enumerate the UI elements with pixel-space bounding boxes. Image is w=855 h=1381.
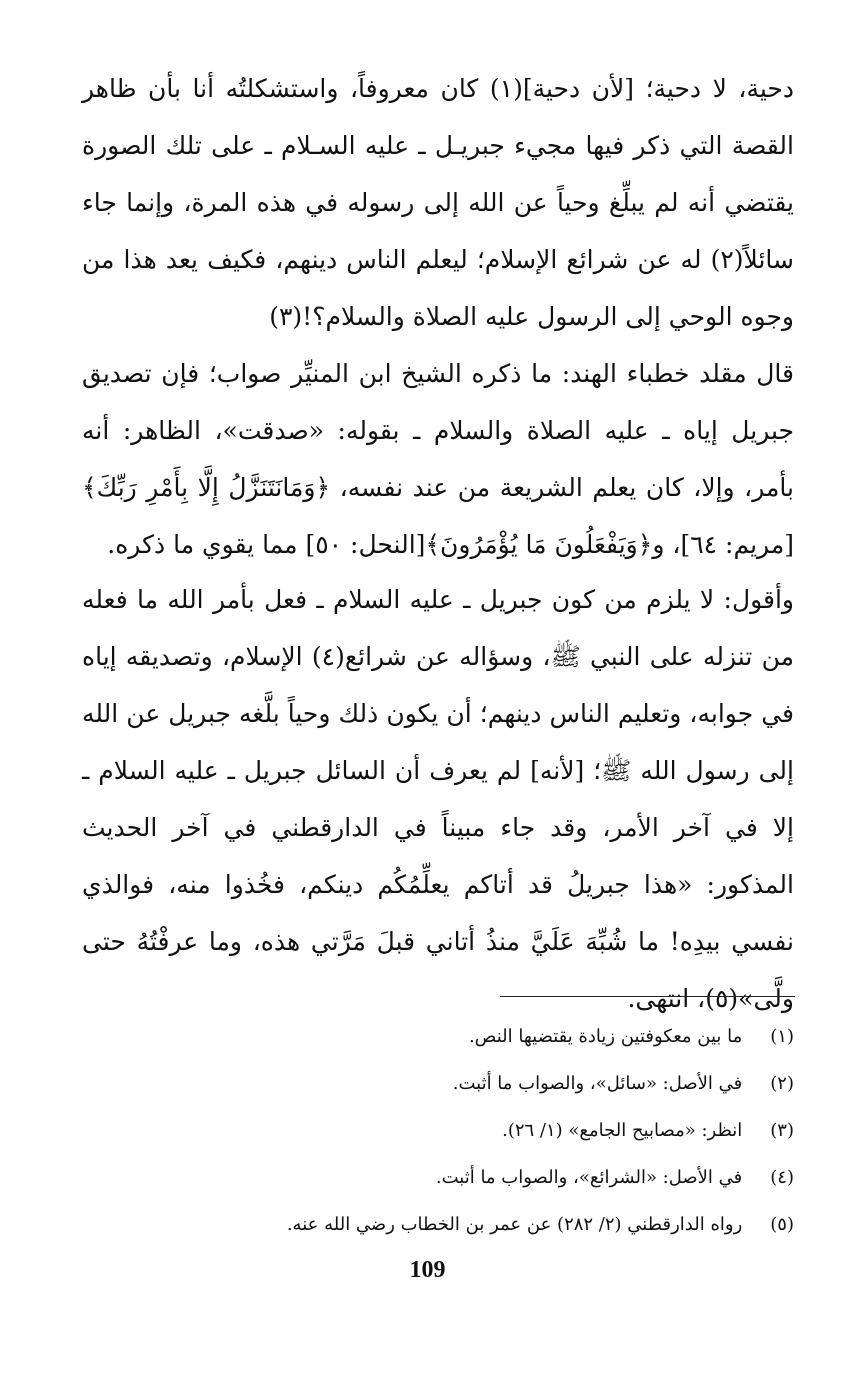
- footnote-separator: [500, 996, 795, 997]
- body-paragraph-1: دحية، لا دحية؛ [لأن دحية](١) كان معروفاً، واستشكلتُه أنا بأن ظاهر القصة التي ذكر فيها مجيء جبريـل ـ عليه السـلام ـ على تلك الصورة يقتضي أنه لم يبلِّغ وحياً عن الله إلى رسوله في هذه المرة، وإنما جاء سائلاً(٢) له عن شرائع الإسلام؛ ليعلم الناس دينهم، فكيف يعد هذا من وجوه الوحي إلى الرسول عليه الصلاة والسلام؟!(٣): [82, 74, 794, 331]
- footnote-number: (٣): [770, 1120, 794, 1141]
- footnote-5: [82, 1201, 794, 1248]
- footnote-text: انظر: «مصابيح الجامع» (١/ ٢٦).: [502, 1120, 743, 1141]
- footnotes-list: [82, 1013, 794, 1248]
- footnote-number: (٥): [770, 1214, 794, 1235]
- footnote-number: (٢): [770, 1073, 794, 1094]
- footnote-2: [82, 1060, 794, 1107]
- footnote-text: ما بين معكوفتين زيادة يقتضيها النص.: [468, 1026, 743, 1047]
- page-number: 109: [409, 1257, 446, 1283]
- body-paragraph-3: وأقول: لا يلزم من كون جبريل ـ عليه السلام ـ فعل بأمر الله ما فعله من تنزله على النبي ﷺ، وسؤاله عن شرائع(٤) الإسلام، وتصديقه إياه في جوابه، وتعليم الناس دينهم؛ أن يكون ذلك وحياً بلَّغه جبريل عن الله إلى رسول الله ﷺ؛ [لأنه] لم يعرف أن السائل جبريل ـ عليه السلام ـ إلا في آخر الأمر، وقد جاء مبيناً في الدارقطني في آخر الحديث المذكور: «هذا جبريلُ قد أتاكم يعلِّمُكُم دينكم، فخُذوا منه، فوالذي نفسي بيدِه! ما شُبِّهَ عَلَيَّ منذُ أتاني قبلَ مَرَّتي هذه، وما عرفْتُهُ حتى ولَّى»(٥)، انتهى.: [82, 585, 794, 1013]
- footnote-text: رواه الدارقطني (٢/ ٢٨٢) عن عمر بن الخطاب رضي الله عنه.: [286, 1214, 743, 1235]
- footnote-text: في الأصل: «الشرائع»، والصواب ما أثبت.: [435, 1167, 743, 1188]
- footnote-number: (١): [770, 1026, 794, 1047]
- footnote-3: [82, 1107, 794, 1154]
- body-paragraph-2: قال مقلد خطباء الهند: ما ذكره الشيخ ابن المنيِّر صواب؛ فإن تصديق جبريل إياه ـ عليه الصلاة والسلام ـ بقوله: «صدقت»، الظاهر: أنه بأمر، وإلا، كان يعلم الشريعة من عند نفسه، ﴿وَمَانَتَنَزَّلُ إِلَّا بِأَمْرِ رَبِّكَ﴾[مريم: ٦٤]، و﴿وَيَفْعَلُونَ مَا يُؤْمَرُونَ﴾[النحل: ٥٠] مما يقوي ما ذكره.: [82, 359, 794, 559]
- footnote-number: (٤): [770, 1167, 794, 1188]
- footnote-4: [82, 1154, 794, 1201]
- footnote-text: في الأصل: «سائل»، والصواب ما أثبت.: [452, 1073, 743, 1094]
- footnote-1: [82, 1013, 794, 1060]
